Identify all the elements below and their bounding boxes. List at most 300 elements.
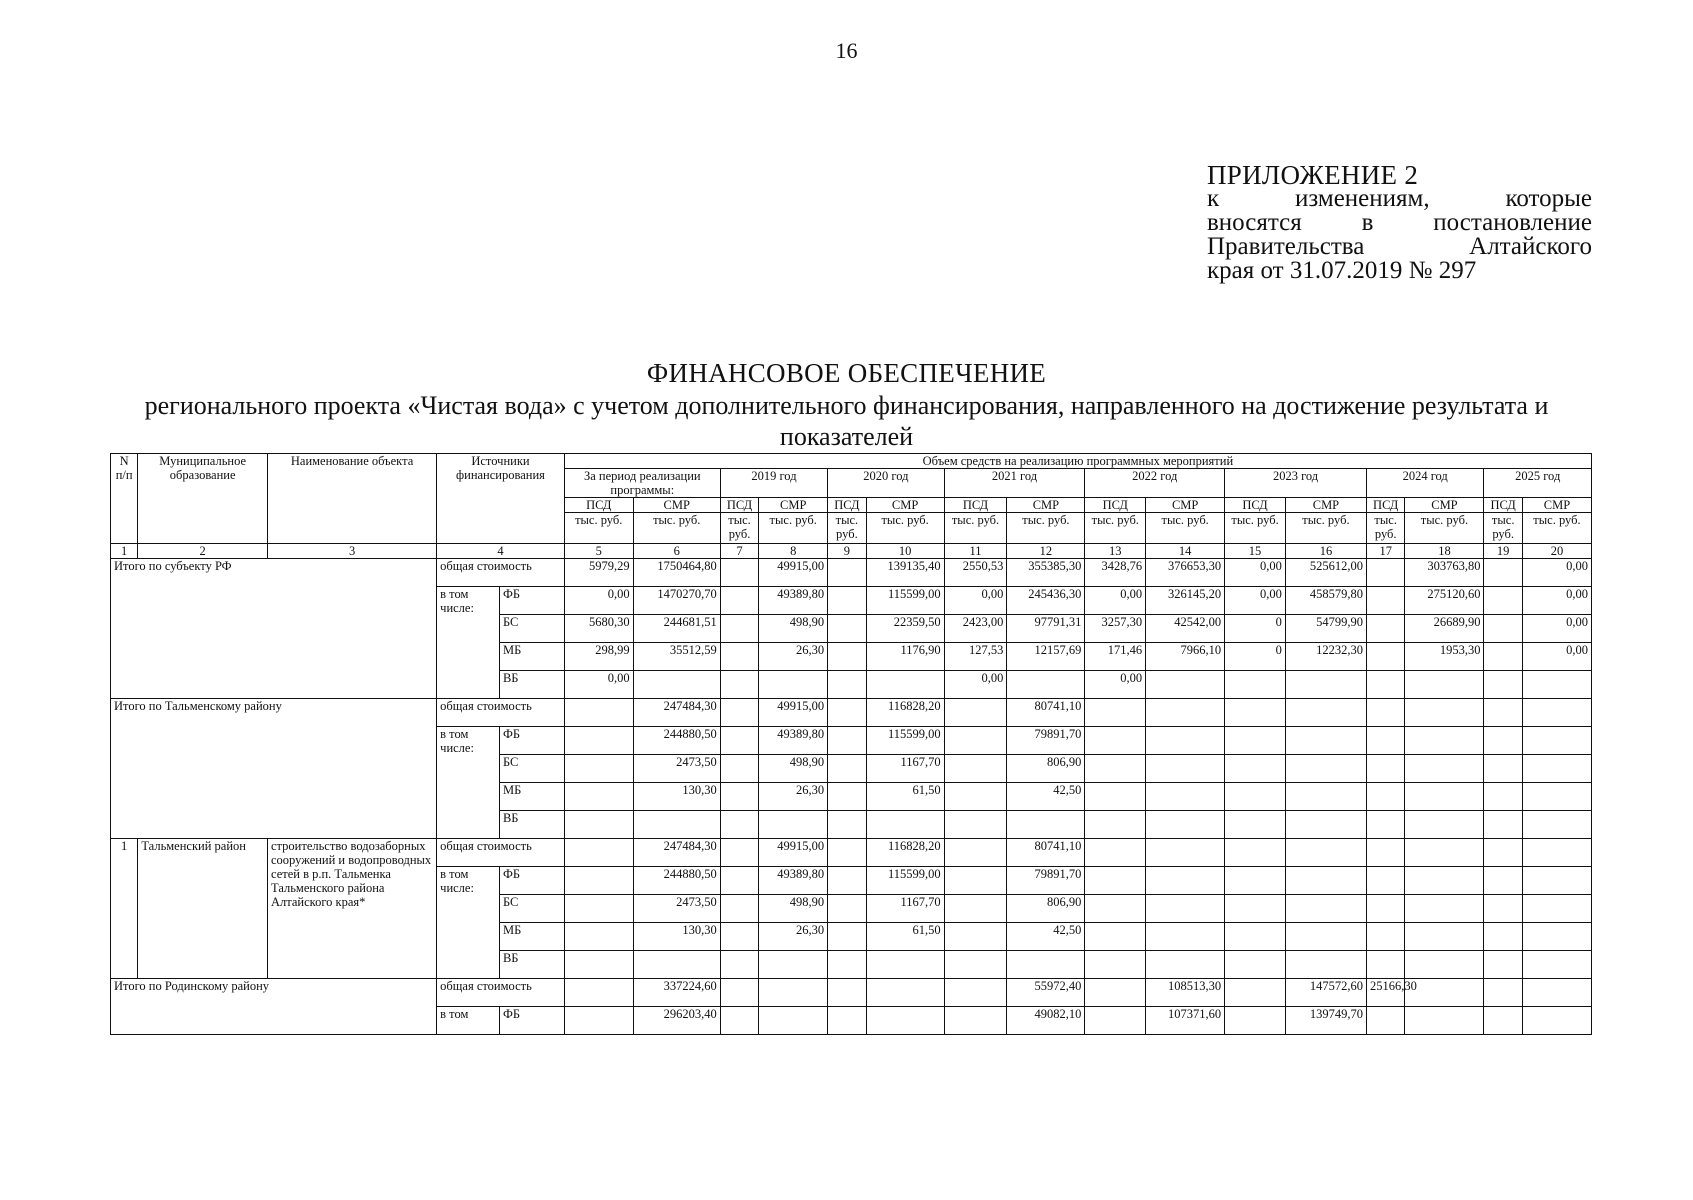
header-unit: тыс. руб. <box>1225 513 1286 544</box>
value-cell <box>1522 755 1591 783</box>
value-cell <box>720 923 758 951</box>
value-cell <box>564 727 633 755</box>
source-bs: БС <box>499 755 564 783</box>
value-cell <box>564 979 633 1007</box>
table-row <box>111 699 1592 727</box>
appendix-line-4: края от 31.07.2019 № 297 <box>1207 257 1477 284</box>
value-cell <box>1085 699 1146 727</box>
value-cell <box>1225 699 1286 727</box>
value-cell <box>944 783 1007 811</box>
value-cell <box>720 979 758 1007</box>
value-cell: 55972,40 <box>1007 979 1085 1007</box>
column-number: 9 <box>828 544 866 559</box>
value-cell <box>564 923 633 951</box>
value-cell <box>1146 727 1225 755</box>
value-cell <box>1085 727 1146 755</box>
value-cell: 0 <box>1225 615 1286 643</box>
column-number: 10 <box>866 544 944 559</box>
value-cell: 1953,30 <box>1405 643 1484 671</box>
column-number: 2 <box>138 544 268 559</box>
value-cell <box>1484 923 1522 951</box>
value-cell <box>866 979 944 1007</box>
value-cell <box>1405 699 1484 727</box>
column-number: 4 <box>437 544 565 559</box>
value-cell <box>564 839 633 867</box>
value-cell <box>1522 811 1591 839</box>
value-cell <box>1285 867 1366 895</box>
value-cell <box>1007 811 1085 839</box>
value-cell: 1167,70 <box>866 895 944 923</box>
value-cell: 54799,90 <box>1285 615 1366 643</box>
value-cell <box>944 867 1007 895</box>
value-cell <box>1484 951 1522 979</box>
value-cell: 49082,10 <box>1007 1007 1085 1035</box>
source-including: в том числе: <box>437 867 500 979</box>
header-num: N п/п <box>111 454 138 544</box>
header-smr: СМР <box>1522 498 1591 513</box>
value-cell <box>1225 951 1286 979</box>
value-cell <box>828 783 866 811</box>
value-cell: 49915,00 <box>759 559 828 587</box>
header-municipality: Муниципальное образование <box>138 454 268 544</box>
value-cell <box>564 1007 633 1035</box>
value-cell: 0,00 <box>1522 643 1591 671</box>
header-year-2019: 2019 год <box>720 469 827 498</box>
header-volume: Объем средств на реализацию программных мероприятий <box>564 454 1591 469</box>
value-cell <box>759 1007 828 1035</box>
value-cell <box>720 951 758 979</box>
value-cell <box>564 867 633 895</box>
value-cell <box>1484 867 1522 895</box>
value-cell <box>1085 895 1146 923</box>
value-cell <box>1484 727 1522 755</box>
header-smr: СМР <box>1405 498 1484 513</box>
value-cell <box>1366 671 1404 699</box>
header-unit: тыс. руб. <box>720 513 758 544</box>
value-cell: 7966,10 <box>1146 643 1225 671</box>
value-cell <box>944 951 1007 979</box>
value-cell: 458579,80 <box>1285 587 1366 615</box>
value-cell <box>1522 839 1591 867</box>
value-cell <box>1405 895 1484 923</box>
value-cell <box>944 895 1007 923</box>
header-psd: ПСД <box>944 498 1007 513</box>
value-cell <box>828 615 866 643</box>
value-cell <box>1285 699 1366 727</box>
value-cell: 0 <box>1225 643 1286 671</box>
header-unit: тыс. руб. <box>564 513 633 544</box>
value-cell <box>1484 699 1522 727</box>
value-cell <box>1484 643 1522 671</box>
value-cell <box>1484 587 1522 615</box>
value-cell <box>866 811 944 839</box>
column-number: 7 <box>720 544 758 559</box>
header-psd: ПСД <box>564 498 633 513</box>
value-cell: 326145,20 <box>1146 587 1225 615</box>
value-cell <box>1484 755 1522 783</box>
value-cell <box>1366 811 1404 839</box>
value-cell <box>1285 951 1366 979</box>
value-cell <box>564 895 633 923</box>
source-vb: ВБ <box>499 671 564 699</box>
source-including: в том <box>437 1007 500 1035</box>
value-cell: 1750464,80 <box>633 559 720 587</box>
value-cell <box>944 979 1007 1007</box>
value-cell <box>1484 979 1522 1007</box>
value-cell <box>1522 671 1591 699</box>
column-number: 17 <box>1366 544 1404 559</box>
value-cell <box>866 671 944 699</box>
header-object: Наименование объекта <box>268 454 437 544</box>
column-number: 13 <box>1085 544 1146 559</box>
table-row <box>111 559 1592 587</box>
value-cell: 3257,30 <box>1085 615 1146 643</box>
value-cell <box>720 895 758 923</box>
value-cell <box>1484 895 1522 923</box>
municipality-name: Тальменский район <box>138 839 268 979</box>
value-cell <box>1522 923 1591 951</box>
value-cell <box>1405 1007 1484 1035</box>
value-cell <box>1225 895 1286 923</box>
value-cell: 247484,30 <box>633 839 720 867</box>
value-cell <box>1085 923 1146 951</box>
value-cell: 26689,90 <box>1405 615 1484 643</box>
value-cell: 2473,50 <box>633 755 720 783</box>
value-cell <box>828 699 866 727</box>
header-smr: СМР <box>633 498 720 513</box>
column-number: 5 <box>564 544 633 559</box>
value-cell <box>828 755 866 783</box>
value-cell: 139749,70 <box>1285 1007 1366 1035</box>
header-unit: тыс. руб. <box>1522 513 1591 544</box>
value-cell <box>633 811 720 839</box>
value-cell <box>1225 979 1286 1007</box>
value-cell: 116828,20 <box>866 839 944 867</box>
value-cell <box>1405 923 1484 951</box>
value-cell: 2423,00 <box>944 615 1007 643</box>
value-cell <box>720 587 758 615</box>
value-cell <box>828 1007 866 1035</box>
value-cell <box>944 811 1007 839</box>
value-cell <box>1366 559 1404 587</box>
value-cell: 0,00 <box>564 671 633 699</box>
value-cell: 139135,40 <box>866 559 944 587</box>
appendix-line-1: к изменениям, которые <box>1207 185 1592 212</box>
source-mb: МБ <box>499 923 564 951</box>
column-number: 16 <box>1285 544 1366 559</box>
header-smr: СМР <box>759 498 828 513</box>
value-cell <box>1146 811 1225 839</box>
value-cell <box>828 867 866 895</box>
value-cell: 498,90 <box>759 755 828 783</box>
value-cell <box>720 643 758 671</box>
value-cell <box>1285 671 1366 699</box>
value-cell: 49915,00 <box>759 699 828 727</box>
value-cell <box>1146 895 1225 923</box>
value-cell <box>828 895 866 923</box>
value-cell: 130,30 <box>633 783 720 811</box>
value-cell <box>1225 671 1286 699</box>
value-cell <box>866 951 944 979</box>
value-cell <box>1285 755 1366 783</box>
value-cell: 0,00 <box>1225 587 1286 615</box>
header-unit: тыс. руб. <box>759 513 828 544</box>
header-psd: ПСД <box>828 498 866 513</box>
header-unit: тыс. руб. <box>1366 513 1404 544</box>
value-cell: 1176,90 <box>866 643 944 671</box>
value-cell <box>1285 811 1366 839</box>
value-cell: 79891,70 <box>1007 727 1085 755</box>
value-cell: 147572,60 <box>1285 979 1366 1007</box>
value-cell <box>1146 839 1225 867</box>
header-sources: Источники финансирования <box>437 454 565 544</box>
value-cell <box>944 1007 1007 1035</box>
source-bs: БС <box>499 615 564 643</box>
value-cell <box>1146 951 1225 979</box>
value-cell <box>564 783 633 811</box>
value-cell: 1167,70 <box>866 755 944 783</box>
header-unit: тыс. руб. <box>1007 513 1085 544</box>
value-cell: 49389,80 <box>759 587 828 615</box>
header-period: За период реализации программы: <box>564 469 720 498</box>
value-cell <box>720 811 758 839</box>
value-cell: 244681,51 <box>633 615 720 643</box>
value-cell: 115599,00 <box>866 587 944 615</box>
value-cell: 0,00 <box>1085 671 1146 699</box>
header-psd: ПСД <box>1484 498 1522 513</box>
value-cell <box>564 755 633 783</box>
value-cell: 49389,80 <box>759 727 828 755</box>
appendix-line-3: Правительства Алтайского <box>1207 233 1592 260</box>
value-cell <box>1405 671 1484 699</box>
value-cell <box>1225 783 1286 811</box>
source-fb: ФБ <box>499 867 564 895</box>
value-cell <box>1522 727 1591 755</box>
header-year-2024: 2024 год <box>1366 469 1483 498</box>
source-total-cost: общая стоимость <box>437 699 565 727</box>
value-cell: 0,00 <box>1225 559 1286 587</box>
source-fb: ФБ <box>499 587 564 615</box>
source-bs: БС <box>499 895 564 923</box>
value-cell <box>1522 895 1591 923</box>
value-cell: 22359,50 <box>866 615 944 643</box>
value-cell: 130,30 <box>633 923 720 951</box>
value-cell: 244880,50 <box>633 867 720 895</box>
value-cell <box>1405 951 1484 979</box>
value-cell <box>1405 839 1484 867</box>
group-label: Итого по субъекту РФ <box>111 559 437 699</box>
value-cell: 49389,80 <box>759 867 828 895</box>
source-vb: ВБ <box>499 811 564 839</box>
column-number: 3 <box>268 544 437 559</box>
value-cell <box>1146 867 1225 895</box>
value-cell <box>1146 755 1225 783</box>
value-cell <box>1366 587 1404 615</box>
value-cell <box>828 643 866 671</box>
financing-table <box>110 453 1592 1035</box>
value-cell: 296203,40 <box>633 1007 720 1035</box>
value-cell <box>944 923 1007 951</box>
value-cell: 0,00 <box>944 671 1007 699</box>
header-psd: ПСД <box>1085 498 1146 513</box>
column-number: 20 <box>1522 544 1591 559</box>
column-number: 14 <box>1146 544 1225 559</box>
value-cell <box>720 839 758 867</box>
value-cell <box>1366 867 1404 895</box>
source-vb: ВБ <box>499 951 564 979</box>
source-fb: ФБ <box>499 1007 564 1035</box>
document-title: ФИНАНСОВОЕ ОБЕСПЕЧЕНИЕ <box>646 358 1047 388</box>
header-unit: тыс. руб. <box>633 513 720 544</box>
value-cell <box>720 559 758 587</box>
value-cell <box>1484 839 1522 867</box>
value-cell <box>1366 895 1404 923</box>
value-cell: 49915,00 <box>759 839 828 867</box>
appendix-block <box>1207 160 1592 284</box>
header-smr: СМР <box>1285 498 1366 513</box>
column-number: 6 <box>633 544 720 559</box>
source-total-cost: общая стоимость <box>437 839 565 867</box>
column-number: 19 <box>1484 544 1522 559</box>
value-cell: 0,00 <box>1522 615 1591 643</box>
source-mb: МБ <box>499 783 564 811</box>
value-cell <box>759 811 828 839</box>
value-cell: 97791,31 <box>1007 615 1085 643</box>
header-smr: СМР <box>1146 498 1225 513</box>
value-cell <box>1366 755 1404 783</box>
value-cell <box>1007 671 1085 699</box>
source-total-cost: общая стоимость <box>437 559 565 587</box>
value-cell <box>1085 867 1146 895</box>
value-cell: 107371,60 <box>1146 1007 1225 1035</box>
value-cell <box>828 951 866 979</box>
value-cell <box>1146 923 1225 951</box>
value-cell <box>1405 727 1484 755</box>
value-cell: 0,00 <box>1522 559 1591 587</box>
header-unit: тыс. руб. <box>1085 513 1146 544</box>
value-cell <box>1522 979 1591 1007</box>
table-row <box>111 839 1592 867</box>
value-cell <box>1366 643 1404 671</box>
value-cell <box>1484 783 1522 811</box>
value-cell <box>720 615 758 643</box>
value-cell: 35512,59 <box>633 643 720 671</box>
value-cell <box>1285 923 1366 951</box>
header-unit: тыс. руб. <box>1146 513 1225 544</box>
value-cell <box>1285 839 1366 867</box>
value-cell <box>564 951 633 979</box>
value-cell: 42,50 <box>1007 783 1085 811</box>
value-cell <box>1146 783 1225 811</box>
value-cell: 80741,10 <box>1007 839 1085 867</box>
value-cell <box>828 559 866 587</box>
value-cell <box>828 979 866 1007</box>
value-cell: 0,00 <box>1085 587 1146 615</box>
value-cell <box>1225 1007 1286 1035</box>
header-year-2020: 2020 год <box>828 469 944 498</box>
value-cell: 0,00 <box>1522 587 1591 615</box>
value-cell <box>944 727 1007 755</box>
value-cell: 79891,70 <box>1007 867 1085 895</box>
source-including: в том числе: <box>437 587 500 699</box>
column-number: 18 <box>1405 544 1484 559</box>
appendix-title: ПРИЛОЖЕНИЕ 2 <box>1207 160 1419 190</box>
column-number: 15 <box>1225 544 1286 559</box>
value-cell: 2473,50 <box>633 895 720 923</box>
value-cell: 298,99 <box>564 643 633 671</box>
value-cell <box>720 671 758 699</box>
value-cell: 498,90 <box>759 615 828 643</box>
source-including: в том числе: <box>437 727 500 839</box>
header-psd: ПСД <box>1225 498 1286 513</box>
page-number: 16 <box>835 38 858 63</box>
value-cell: 116828,20 <box>866 699 944 727</box>
source-fb: ФБ <box>499 727 564 755</box>
column-number: 1 <box>111 544 138 559</box>
value-cell: 5680,30 <box>564 615 633 643</box>
value-cell <box>720 1007 758 1035</box>
value-cell <box>1522 699 1591 727</box>
value-cell <box>1366 699 1404 727</box>
value-cell <box>1085 951 1146 979</box>
value-cell <box>1366 839 1404 867</box>
value-cell <box>720 783 758 811</box>
value-cell <box>1285 727 1366 755</box>
value-cell: 115599,00 <box>866 727 944 755</box>
header-year-2022: 2022 год <box>1085 469 1225 498</box>
header-unit: тыс. руб. <box>1405 513 1484 544</box>
value-cell <box>720 867 758 895</box>
value-cell <box>1225 755 1286 783</box>
header-unit: тыс. руб. <box>1285 513 1366 544</box>
value-cell: 61,50 <box>866 923 944 951</box>
value-cell <box>720 699 758 727</box>
value-cell <box>1522 867 1591 895</box>
value-cell <box>944 839 1007 867</box>
value-cell: 376653,30 <box>1146 559 1225 587</box>
header-unit: тыс. руб. <box>1484 513 1522 544</box>
value-cell: 42542,00 <box>1146 615 1225 643</box>
value-cell: 245436,30 <box>1007 587 1085 615</box>
value-cell: 26,30 <box>759 783 828 811</box>
value-cell <box>828 923 866 951</box>
value-cell <box>1085 755 1146 783</box>
value-cell <box>828 811 866 839</box>
value-cell: 3428,76 <box>1085 559 1146 587</box>
value-cell: 12157,69 <box>1007 643 1085 671</box>
value-cell <box>1085 979 1146 1007</box>
value-cell: 0,00 <box>564 587 633 615</box>
value-cell <box>1366 615 1404 643</box>
value-cell: 1470270,70 <box>633 587 720 615</box>
value-cell <box>1405 867 1484 895</box>
value-cell <box>1366 923 1404 951</box>
value-cell <box>1146 671 1225 699</box>
value-cell <box>1522 783 1591 811</box>
value-cell <box>1366 1007 1404 1035</box>
value-cell <box>1522 1007 1591 1035</box>
value-cell: 115599,00 <box>866 867 944 895</box>
value-cell <box>1484 615 1522 643</box>
value-cell <box>1146 699 1225 727</box>
header-psd: ПСД <box>720 498 758 513</box>
header-smr: СМР <box>866 498 944 513</box>
value-cell <box>1405 811 1484 839</box>
value-cell <box>1285 895 1366 923</box>
value-cell: 806,90 <box>1007 755 1085 783</box>
value-cell <box>564 811 633 839</box>
value-cell: 355385,30 <box>1007 559 1085 587</box>
